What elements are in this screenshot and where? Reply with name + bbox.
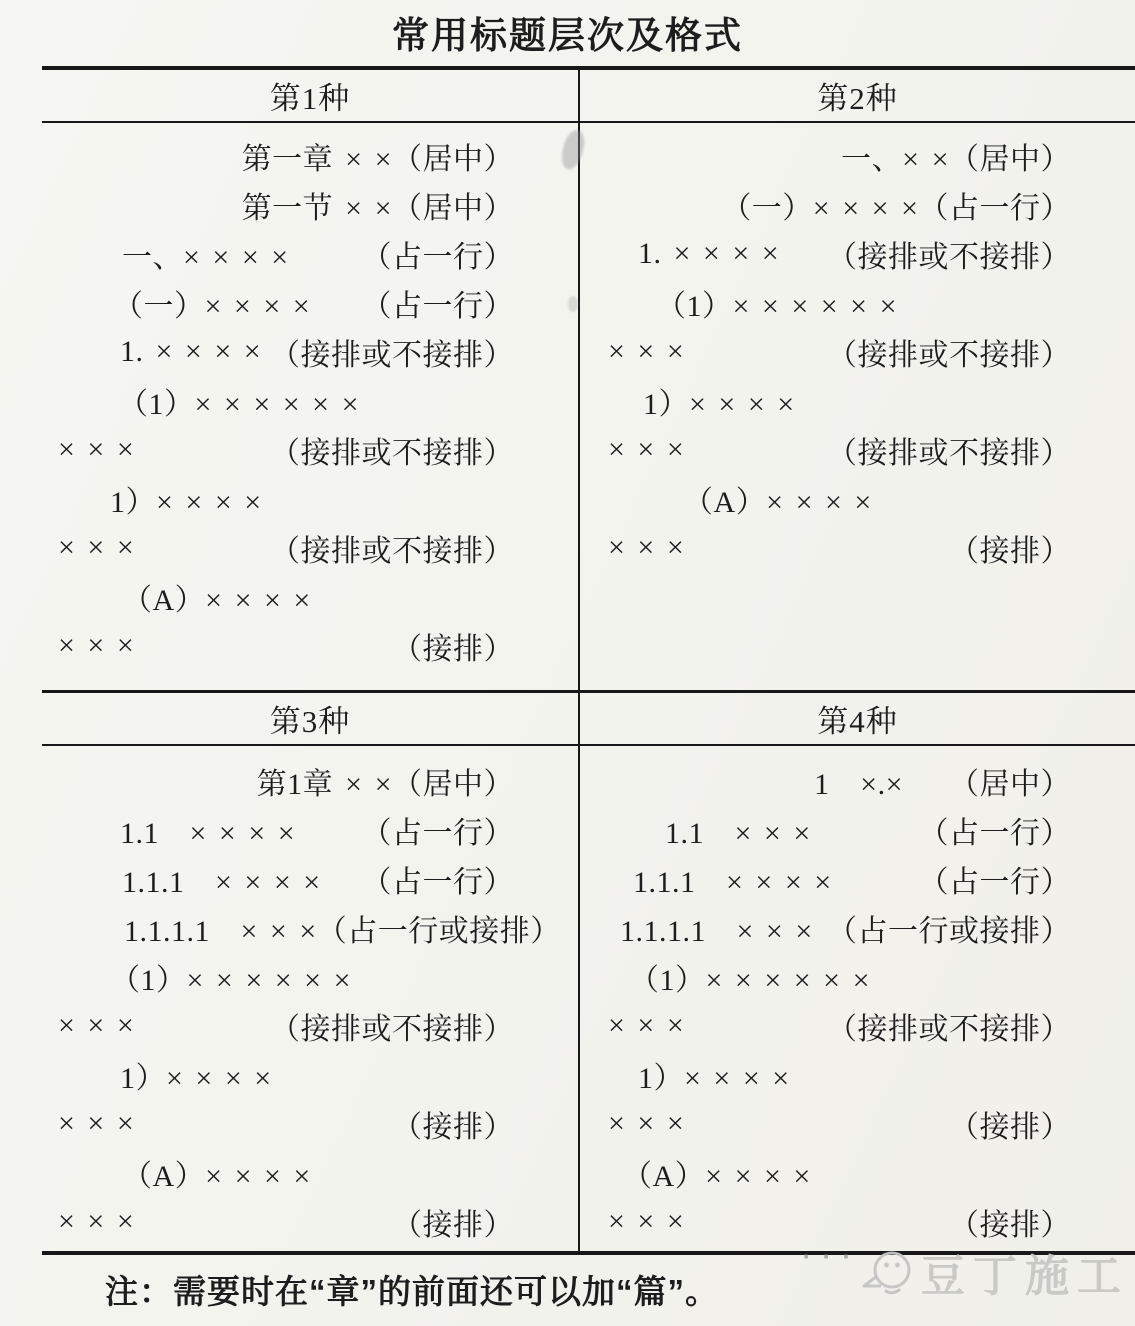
heading-sample: 第1章 × ×（居中） — [256, 767, 514, 801]
footnote: 注：需要时在“章”的前面还可以加“篇”。 — [105, 1273, 719, 1310]
format-line — [58, 131, 514, 180]
heading-sample: （A）× × × × — [122, 1159, 311, 1193]
column-header-type2: 第2种 — [578, 70, 1135, 121]
heading-sample: 1.1.1.1 × × × — [620, 914, 813, 948]
layout-annotation: （接排或不接排） — [827, 338, 1071, 372]
format-line — [608, 425, 1071, 474]
heading-sample: 1）× × × × — [643, 387, 795, 421]
format-line — [58, 1001, 514, 1050]
watermark-text: 豆丁施工 — [921, 1252, 1129, 1301]
column-header-type1: 第1种 — [269, 81, 351, 116]
layout-annotation: （占一行或接排） — [827, 914, 1071, 948]
format-line — [608, 1099, 1071, 1148]
heading-sample: × × × — [58, 432, 135, 466]
page-title: 常用标题层次及格式 — [392, 15, 743, 56]
format-line — [58, 952, 514, 1001]
format-line — [608, 1197, 1071, 1246]
heading-sample: 1.1 × × × × — [120, 816, 296, 850]
heading-sample: × × × — [608, 1106, 685, 1140]
format-line — [608, 180, 1071, 229]
layout-annotation: （占一行） — [361, 865, 514, 899]
format-line — [58, 376, 514, 425]
layout-annotation: （接排或不接排） — [270, 1012, 514, 1046]
heading-sample: 1. × × × × — [638, 236, 780, 270]
heading-sample: （1）× × × × × × — [629, 963, 871, 997]
layout-annotation: （接排或不接排） — [827, 240, 1071, 274]
heading-sample: 第一章 × ×（居中） — [241, 142, 514, 176]
table-header-row-2 — [42, 693, 1135, 746]
cell-type3 — [42, 746, 578, 1251]
heading-sample: × × × — [58, 1204, 135, 1238]
heading-sample: 1 ×.× （居中） — [814, 767, 1071, 801]
layout-annotation: （接排或不接排） — [270, 338, 514, 372]
heading-sample: （一）× × × ×（占一行） — [721, 191, 1071, 225]
heading-sample: （1）× × × × × × — [110, 963, 352, 997]
format-line — [608, 278, 1071, 327]
format-line — [608, 523, 1071, 572]
layout-annotation: （接排） — [949, 1208, 1071, 1242]
format-table — [42, 66, 1135, 1255]
format-line — [608, 756, 1071, 805]
format-line — [608, 327, 1071, 376]
format-line — [608, 229, 1071, 278]
column-header-type4: 第4种 — [578, 693, 1135, 744]
heading-sample: × × × — [608, 432, 685, 466]
format-line — [608, 1001, 1071, 1050]
table-body-row-1 — [42, 123, 1135, 693]
heading-sample: （A）× × × × — [683, 485, 872, 519]
table-header-row-1 — [42, 70, 1135, 123]
format-line — [58, 1050, 514, 1099]
table-body-row-2 — [42, 746, 1135, 1255]
heading-sample: × × × — [608, 1204, 685, 1238]
layout-annotation: （占一行） — [361, 816, 514, 850]
layout-annotation: （占一行） — [918, 816, 1071, 850]
cell-type1 — [42, 123, 578, 690]
format-line — [608, 1148, 1071, 1197]
heading-sample: 第一节 × ×（居中） — [241, 191, 514, 225]
heading-sample: 1.1.1 × × × × — [633, 865, 832, 899]
format-line — [608, 376, 1071, 425]
watermark-dots: · · · — [802, 1240, 853, 1271]
heading-sample: （1）× × × × × × — [656, 289, 898, 323]
format-line — [58, 756, 514, 805]
layout-annotation: （接排或不接排） — [827, 436, 1071, 470]
format-line — [608, 903, 1071, 952]
layout-annotation: （接排） — [949, 534, 1071, 568]
format-line — [608, 952, 1071, 1001]
heading-sample: 1. × × × × — [120, 334, 262, 368]
heading-sample: （1）× × × × × × — [118, 387, 360, 421]
layout-annotation: （占一行） — [361, 240, 514, 274]
format-line — [58, 854, 514, 903]
heading-sample: （A）× × × × — [622, 1159, 811, 1193]
format-line — [58, 903, 561, 952]
heading-sample: × × × — [608, 1008, 685, 1042]
format-line — [58, 1099, 514, 1148]
format-line — [58, 1148, 514, 1197]
format-line — [608, 805, 1071, 854]
layout-annotation: （接排或不接排） — [270, 534, 514, 568]
format-line — [58, 474, 514, 523]
format-line — [608, 474, 1071, 523]
format-line — [58, 572, 514, 621]
heading-sample: 1.1 × × × — [665, 816, 811, 850]
layout-annotation: （接排或不接排） — [827, 1012, 1071, 1046]
format-line — [58, 229, 514, 278]
heading-sample: × × × — [58, 530, 135, 564]
layout-annotation: （接排或不接排） — [270, 436, 514, 470]
scan-smudge — [568, 296, 578, 312]
heading-sample: × × × — [58, 1008, 135, 1042]
format-line — [58, 278, 514, 327]
format-line — [58, 425, 514, 474]
heading-sample: 一、× ×（居中） — [841, 142, 1071, 176]
layout-annotation: （占一行） — [918, 865, 1071, 899]
format-line — [58, 327, 514, 376]
format-line — [608, 131, 1071, 180]
format-line — [58, 1197, 514, 1246]
layout-annotation: （占一行） — [361, 289, 514, 323]
format-line — [608, 854, 1071, 903]
format-line — [58, 180, 514, 229]
heading-sample: × × × — [608, 530, 685, 564]
format-line — [58, 805, 514, 854]
layout-annotation: （接排） — [392, 1110, 514, 1144]
layout-annotation: （占一行或接排） — [316, 914, 561, 948]
heading-sample: × × × — [608, 334, 685, 368]
heading-sample: 1）× × × × — [120, 1061, 272, 1095]
cell-type2 — [578, 123, 1135, 690]
heading-sample: （一）× × × × — [113, 289, 311, 323]
heading-sample: × × × — [58, 628, 135, 662]
heading-sample: 1）× × × × — [110, 485, 262, 519]
heading-sample: 1.1.1.1 × × × — [124, 914, 317, 948]
layout-annotation: （接排） — [392, 1208, 514, 1242]
heading-sample: 一、× × × × — [122, 240, 289, 274]
format-line — [608, 1050, 1071, 1099]
cell-type4 — [578, 746, 1135, 1251]
heading-sample: × × × — [58, 1106, 135, 1140]
layout-annotation: （接排） — [949, 1110, 1071, 1144]
layout-annotation: （接排） — [392, 632, 514, 666]
format-line — [58, 621, 514, 670]
column-header-type3: 第3种 — [269, 704, 351, 739]
heading-sample: 1.1.1 × × × × — [122, 865, 321, 899]
heading-sample: 1）× × × × — [638, 1061, 790, 1095]
heading-sample: （A）× × × × — [122, 583, 311, 617]
format-line — [58, 523, 514, 572]
